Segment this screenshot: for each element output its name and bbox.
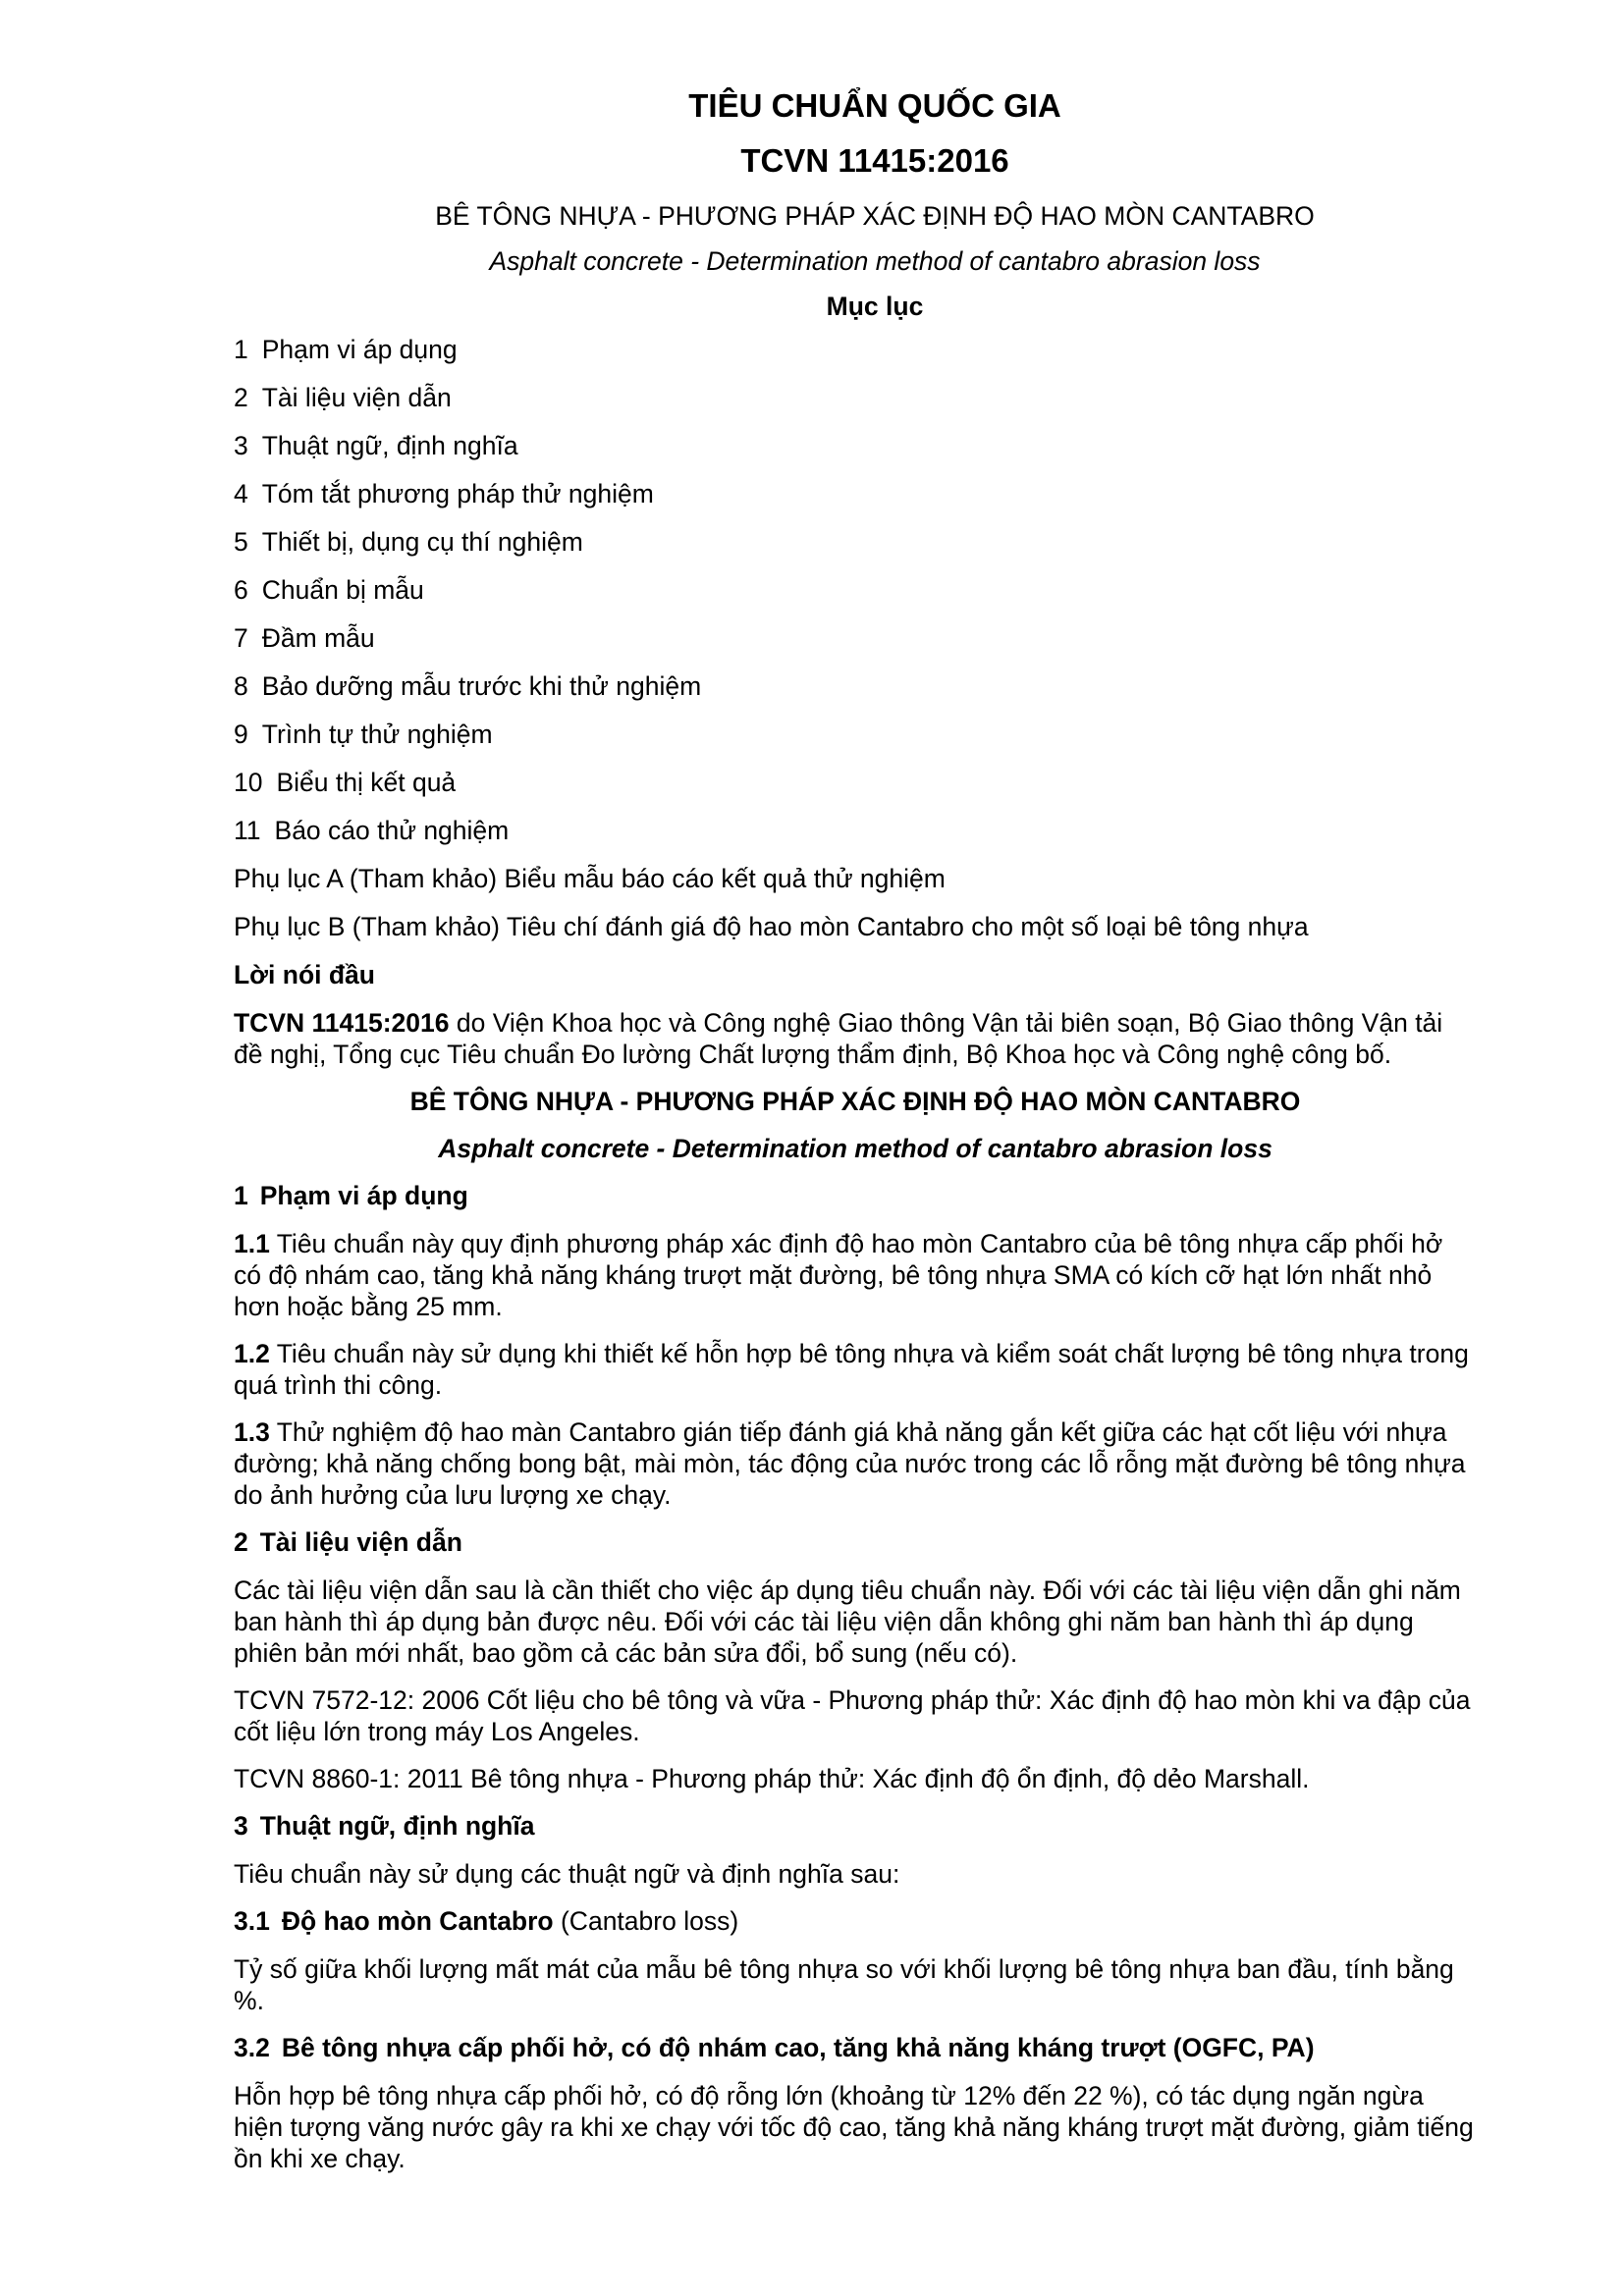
clause-1-2: [234, 1338, 1477, 1401]
toc-item[interactable]: [234, 815, 1477, 846]
section-title: Thuật ngữ, định nghĩa: [259, 1811, 535, 1841]
term-3-2-heading: [234, 2032, 1477, 2063]
toc-item-number: 5: [234, 527, 248, 557]
toc-appendix-b[interactable]: Phụ lục B (Tham khảo) Tiêu chí đánh giá độ hao mòn Cantabro cho một số loại bê tông nhựa: [234, 912, 1309, 941]
toc-item-number: 3: [234, 431, 248, 460]
toc-item-number: 7: [234, 623, 248, 653]
term-number: 3.1: [234, 1906, 270, 1936]
standard-code: TCVN 11415:2016: [740, 142, 1009, 179]
toc-item-number: 8: [234, 671, 248, 701]
toc-item-label: Trình tự thử nghiệm: [261, 720, 493, 749]
term-number: 3.2: [234, 2033, 270, 2062]
toc-item-number: 6: [234, 575, 248, 605]
toc-item-label: Tóm tắt phương pháp thử nghiệm: [261, 479, 654, 508]
references-intro: Các tài liệu viện dẫn sau là cần thiết cho việc áp dụng tiêu chuẩn này. Đối với các tài liệu viện dẫn ghi năm ban hành thì áp dụng bản được nêu. Đối với các tài liệu viện dẫn không ghi năm ban hành thì áp dụng phiên bản mới nhất, bao gồm cả các bản sửa đổi, bổ sung (nếu có).: [234, 1575, 1461, 1668]
clause-text: Tiêu chuẩn này sử dụng khi thiết kế hỗn hợp bê tông nhựa và kiểm soát chất lượng bê tông nhựa trong quá trình thi công.: [234, 1339, 1469, 1400]
clause-1-3: [234, 1416, 1477, 1511]
toc-item-label: Phạm vi áp dụng: [261, 335, 458, 364]
toc-item-label: Chuẩn bị mẫu: [261, 575, 424, 605]
toc-item-label: Báo cáo thử nghiệm: [274, 816, 510, 845]
term-english: (Cantabro loss): [553, 1906, 739, 1936]
toc-heading: Mục lục: [826, 292, 924, 321]
term-3-2-definition: Hỗn hợp bê tông nhựa cấp phối hở, có độ rỗng lớn (khoảng từ 12% đến 22 %), có tác dụng ngăn ngừa hiện tượng văng nước gây ra khi xe chạy với tốc độ cao, tăng khả năng kháng trượt mặt đường, giảm tiếng ồn khi xe chạy.: [234, 2081, 1474, 2173]
reference-item: TCVN 8860-1: 2011 Bê tông nhựa - Phương pháp thử: Xác định độ ổn định, độ dẻo Marshall.: [234, 1764, 1310, 1793]
section-number: 2: [234, 1527, 248, 1557]
toc-item-label: Bảo dưỡng mẫu trước khi thử nghiệm: [261, 671, 702, 701]
clause-number: 1.3: [234, 1417, 270, 1447]
section-number: 1: [234, 1181, 248, 1210]
clause-number: 1.2: [234, 1339, 270, 1368]
foreword-heading: Lời nói đầu: [234, 960, 375, 989]
toc-item[interactable]: [234, 574, 1477, 606]
foreword-text: do Viện Khoa học và Công nghệ Giao thông Vận tải biên soạn, Bộ Giao thông Vận tải đề nghị, Tổng cục Tiêu chuẩn Đo lường Chất lượng thẩm định, Bộ Khoa học và Công nghệ công bố.: [234, 1008, 1443, 1069]
toc-appendix-a[interactable]: Phụ lục A (Tham khảo) Biểu mẫu báo cáo kết quả thử nghiệm: [234, 864, 946, 893]
toc-item-number: 10: [234, 768, 263, 797]
toc-item[interactable]: [234, 622, 1477, 654]
section-title: Phạm vi áp dụng: [259, 1181, 468, 1210]
document-title-vn: BÊ TÔNG NHỰA - PHƯƠNG PHÁP XÁC ĐỊNH ĐỘ HAO MÒN CANTABRO: [435, 201, 1315, 231]
section-1-heading: [234, 1180, 1477, 1211]
term-3-1-definition: Tỷ số giữa khối lượng mất mát của mẫu bê tông nhựa so với khối lượng bê tông nhựa ban đầu, tính bằng %.: [234, 1954, 1454, 2015]
toc-item-number: 9: [234, 720, 248, 749]
term-3-1-heading: [234, 1905, 1477, 1937]
term-name: Độ hao mòn Cantabro: [281, 1906, 554, 1936]
terms-intro: Tiêu chuẩn này sử dụng các thuật ngữ và định nghĩa sau:: [234, 1859, 900, 1889]
toc-item[interactable]: [234, 334, 1477, 365]
toc-item-number: 11: [234, 816, 261, 845]
toc-item[interactable]: [234, 430, 1477, 461]
toc-item[interactable]: [234, 382, 1477, 413]
toc-item[interactable]: [234, 478, 1477, 509]
reference-item: TCVN 7572-12: 2006 Cốt liệu cho bê tông và vữa - Phương pháp thử: Xác định độ hao mòn khi va đập của cốt liệu lớn trong máy Los Angeles.: [234, 1685, 1471, 1746]
toc-list: [234, 334, 1477, 846]
toc-item[interactable]: [234, 719, 1477, 750]
foreword-paragraph: [234, 1007, 1477, 1070]
toc-item-label: Đầm mẫu: [261, 623, 375, 653]
toc-item-label: Thiết bị, dụng cụ thí nghiệm: [261, 527, 583, 557]
national-standard-label: TIÊU CHUẨN QUỐC GIA: [688, 87, 1061, 124]
section-2-heading: [234, 1526, 1477, 1558]
clause-1-1: [234, 1228, 1477, 1322]
toc-item-number: 1: [234, 335, 248, 364]
foreword-code: TCVN 11415:2016: [234, 1008, 450, 1038]
toc-item-label: Tài liệu viện dẫn: [261, 383, 452, 412]
section-number: 3: [234, 1811, 248, 1841]
section-title: Tài liệu viện dẫn: [259, 1527, 462, 1557]
toc-item-label: Thuật ngữ, định nghĩa: [261, 431, 518, 460]
toc-item[interactable]: [234, 767, 1477, 798]
toc-item-number: 4: [234, 479, 248, 508]
body-title-vn: BÊ TÔNG NHỰA - PHƯƠNG PHÁP XÁC ĐỊNH ĐỘ HAO MÒN CANTABRO: [409, 1087, 1301, 1116]
section-3-heading: [234, 1810, 1477, 1842]
body-title-en: Asphalt concrete - Determination method of cantabro abrasion loss: [438, 1134, 1272, 1163]
toc-item[interactable]: [234, 526, 1477, 558]
term-name: Bê tông nhựa cấp phối hở, có độ nhám cao, tăng khả năng kháng trượt (OGFC, PA): [281, 2033, 1315, 2062]
clause-text: Thử nghiệm độ hao màn Cantabro gián tiếp đánh giá khả năng gắn kết giữa các hạt cốt liệu với nhựa đường; khả năng chống bong bật, mài mòn, tác động của nước trong các lỗ rỗng mặt đường bê tông nhựa do ảnh hưởng của lưu lượng xe chạy.: [234, 1417, 1466, 1510]
toc-item-number: 2: [234, 383, 248, 412]
toc-item[interactable]: [234, 670, 1477, 702]
toc-item-label: Biểu thị kết quả: [276, 768, 457, 797]
clause-number: 1.1: [234, 1229, 270, 1258]
clause-text: Tiêu chuẩn này quy định phương pháp xác định độ hao mòn Cantabro của bê tông nhựa cấp phối hở có độ nhám cao, tăng khả năng kháng trượt mặt đường, bê tông nhựa SMA có kích cỡ hạt lớn nhất nhỏ hơn hoặc bằng 25 mm.: [234, 1229, 1443, 1321]
document-title-en: Asphalt concrete - Determination method of cantabro abrasion loss: [489, 246, 1261, 276]
